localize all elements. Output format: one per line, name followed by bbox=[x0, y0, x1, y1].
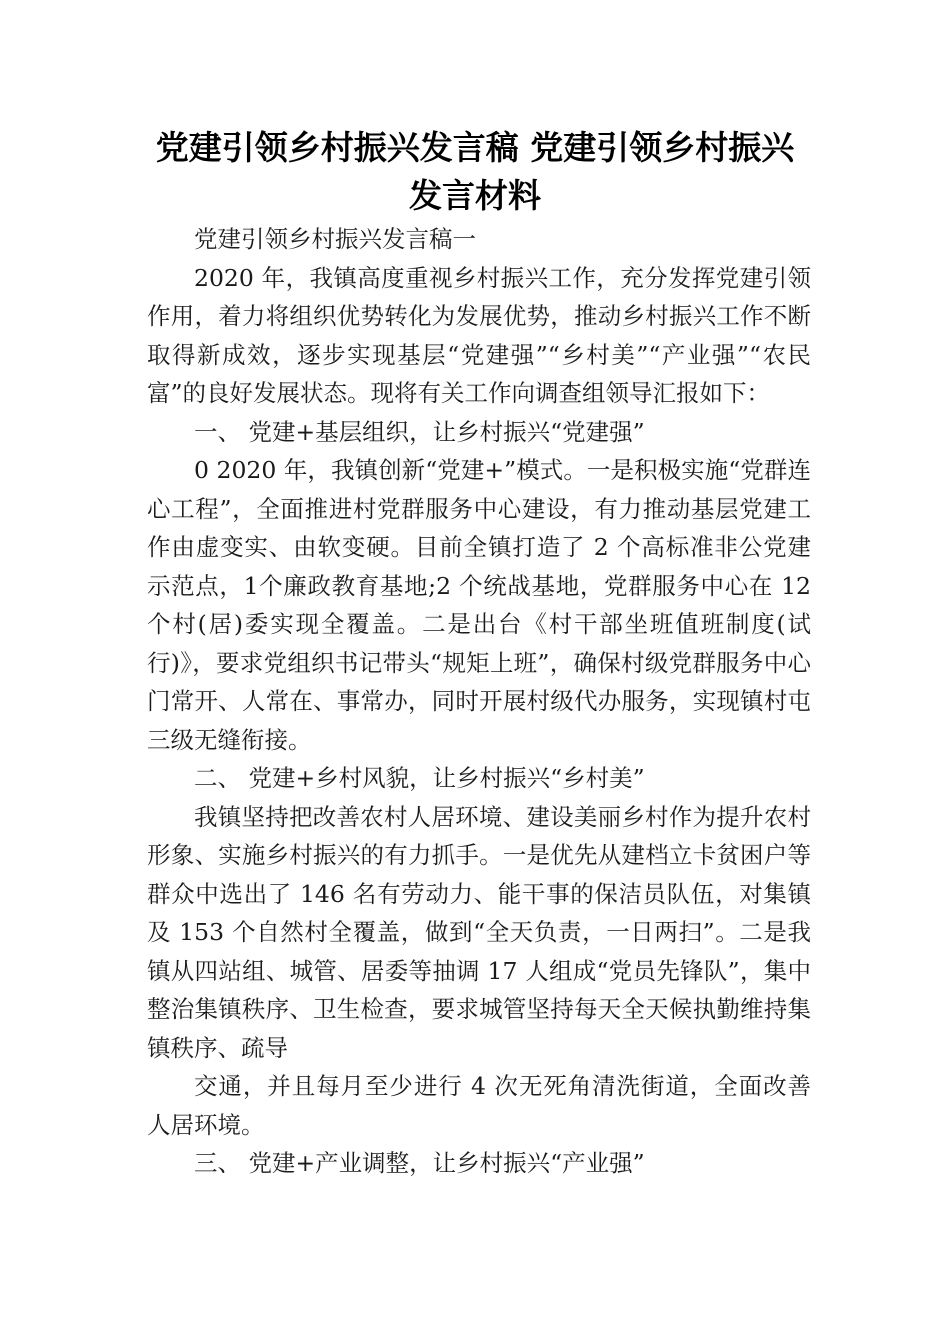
paragraph-section-1: 0 2020 年，我镇创新“党建+”模式。一是积极实施“党群连心工程”，全面推进村党群服务中心建设，有力推动基层党建工作由虚变实、由软变硬。目前全镇打造了 2 个高标准非公党建示范点，1个廉政教育基地;2 个统战基地，党群服务中心在 12 个村(居)委实现全覆盖。二是出台《村干部坐班值班制度(试行)》，要求党组织书记带头“规矩上班”，确保村级党群服务中心门常开、人常在、事常办，同时开展村级代办服务，实现镇村屯三级无缝衔接。 bbox=[147, 456, 811, 754]
paragraph-intro: 2020 年，我镇高度重视乡村振兴工作，充分发挥党建引领作用，着力将组织优势转化为发展优势，推动乡村振兴工作不断取得新成效，逐步实现基层“党建强”“乡村美”“产业强”“农民富”的良好发展状态。现将有关工作向调查组领导汇报如下： bbox=[147, 263, 811, 407]
document-body bbox=[147, 220, 811, 1183]
heading-section-1: 一、 党建+基层组织，让乡村振兴“党建强” bbox=[194, 417, 645, 446]
document-title-line-1: 党建引领乡村振兴发言稿 党建引领乡村振兴 bbox=[155, 128, 795, 167]
heading-section-2: 二、 党建+乡村风貌，让乡村振兴“乡村美” bbox=[194, 764, 645, 792]
paragraph-section-2: 我镇坚持把改善农村人居环境、建设美丽乡村作为提升农村形象、实施乡村振兴的有力抓手。一是优先从建档立卡贫困户等群众中选出了 146 名有劳动力、能干事的保洁员队伍，对集镇及 153 个自然村全覆盖，做到“全天负责，一日两扫”。二是我镇从四站组、城管、居委等抽调 17 人组成“党员先锋队”，集中整治集镇秩序、卫生检查，要求城管坚持每天全天候执勤维持集镇秩序、疏导 bbox=[147, 802, 811, 1062]
document-title-line-2: 发言材料 bbox=[409, 176, 541, 215]
heading-section-3: 三、 党建+产业调整，让乡村振兴“产业强” bbox=[194, 1149, 645, 1177]
section-subtitle: 党建引领乡村振兴发言稿一 bbox=[194, 225, 476, 253]
paragraph-section-2-continued: 交通，并且每月至少进行 4 次无死角清洗街道，全面改善人居环境。 bbox=[147, 1072, 811, 1139]
